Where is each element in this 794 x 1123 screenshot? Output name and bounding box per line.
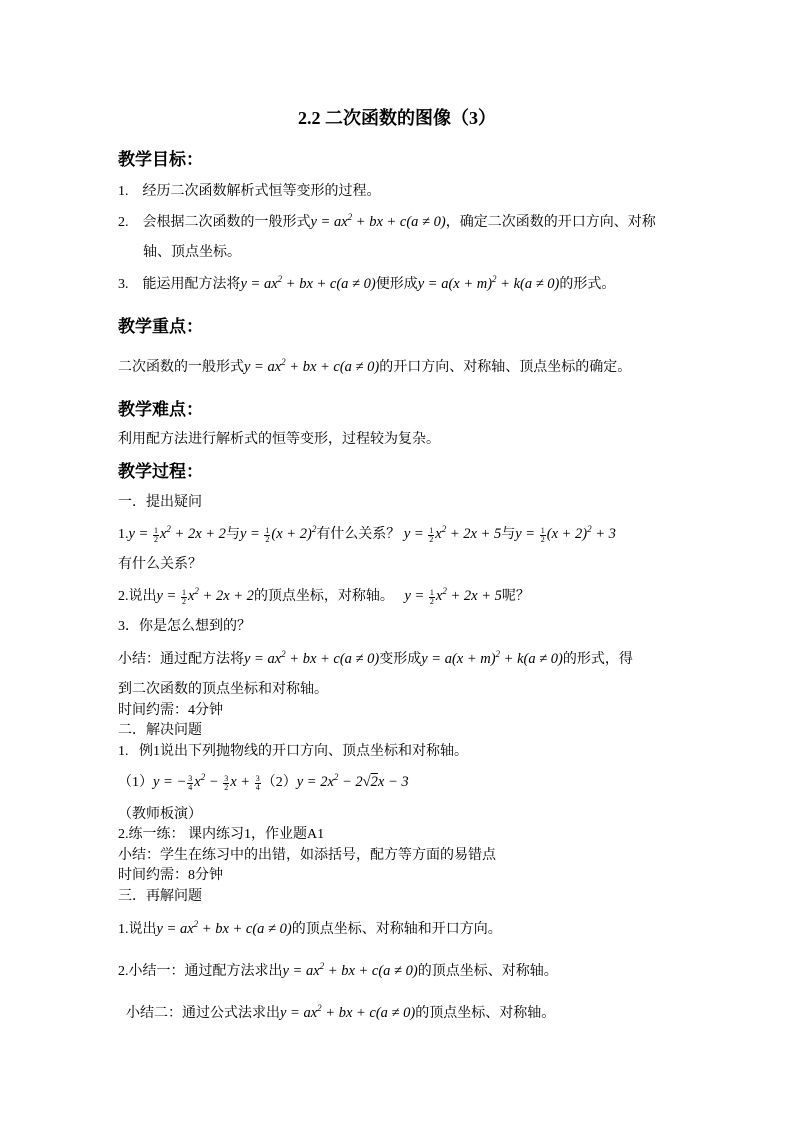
part1-heading: 一．提出疑问 (118, 495, 202, 510)
objective-1: 1. 经历二次函数解析式恒等变形的过程。 (118, 184, 381, 199)
question-3: 3．你是怎么想到的？ (118, 619, 251, 634)
resolve-2: 2.小结一：通过配方法求出$y = ax^2$ + bx + c(a ≠ 0)的顶点坐标、对称轴。 (118, 961, 558, 979)
key-points-text: 二次函数的一般形式$y = ax^2$ + bx + c(a ≠ 0)的开口方向、对称轴、顶点坐标的确定。 (118, 357, 632, 375)
heading-objectives: 教学目标： (118, 150, 203, 169)
objective-2: 2. 会根据二次函数的一般形式$y = ax^2$ + bx + c(a ≠ 0)，确定二次函数的开口方向、对称 (118, 212, 656, 230)
part3-heading: 三．再解问题 (118, 889, 202, 904)
summary-1-continued: 到二次函数的顶点坐标和对称轴。 (118, 682, 328, 697)
teacher-demo: （教师板演） (118, 807, 202, 822)
part2-heading: 二．解决问题 (118, 723, 202, 738)
summary-1: 小结：通过配方法将$y = ax^2$ + bx + c(a ≠ 0)变形成$y = a(x + m)^2 + k(a \ne 0)$的形式，得 (118, 649, 633, 667)
difficulty-text: 利用配方法进行解析式的恒等变形，过程较为复杂。 (118, 432, 440, 447)
resolve-1: 1.说出$y = ax^2$ + bx + c(a ≠ 0)的顶点坐标、对称轴和开口方向。 (118, 919, 502, 937)
summary-2: 小结：学生在练习中的出错，如添括号，配方等方面的易错点 (118, 848, 496, 863)
time-1: 时间约需：4分钟 (118, 703, 223, 718)
example-1: 1. 例1说出下列抛物线的开口方向、顶点坐标和对称轴。 (118, 744, 468, 759)
question-2: 2.说出y = $\frac{1}{2}$ $x^2 + 2x + 2$的顶点坐标，对称轴。 y = $\frac{1}{2}$ $x^2 + 2x + 5$呢？ (118, 586, 530, 606)
document-title: 2.2 二次函数的图像（3） (298, 108, 496, 128)
objective-2-continued: 轴、顶点坐标。 (143, 245, 241, 260)
objective-3: 3. 能运用配方法将$y = ax^2$ + bx + c(a ≠ 0)便形成$y = a(x + m)^2 + k(a \ne 0)$的形式。 (118, 274, 616, 292)
heading-key-points: 教学重点： (118, 317, 203, 336)
question-1-continued: 有什么关系？ (118, 557, 202, 572)
question-1: 1.y = $\frac{1}{2}$ $x^2 + 2x + 2$与y = $\frac{1}{2}$ $(x + 2)^2$有什么关系？ y = $\frac{1}{2}$ $x^2 + 2x + 5$与y = $\frac{1}{2}$ $(x + 2)^2 + 3$ (118, 524, 616, 544)
example-1-formulas: （1）y = − $\frac{3}{4}$ $x^2$ − $\frac{3}{2}$ x + $\frac{3}{4}$ $(2)y = 2x^2 - 2√2x - 3$ (118, 772, 409, 792)
time-2: 时间约需：8分钟 (118, 868, 223, 883)
heading-difficulties: 教学难点： (118, 400, 203, 419)
resolve-3: 小结二：通过公式法求出$y = ax^2$ + bx + c(a ≠ 0)的顶点坐标、对称轴。 (126, 1003, 556, 1021)
practice: 2.练一练： 课内练习1，作业题A1 (118, 827, 325, 842)
heading-process: 教学过程： (118, 462, 203, 481)
